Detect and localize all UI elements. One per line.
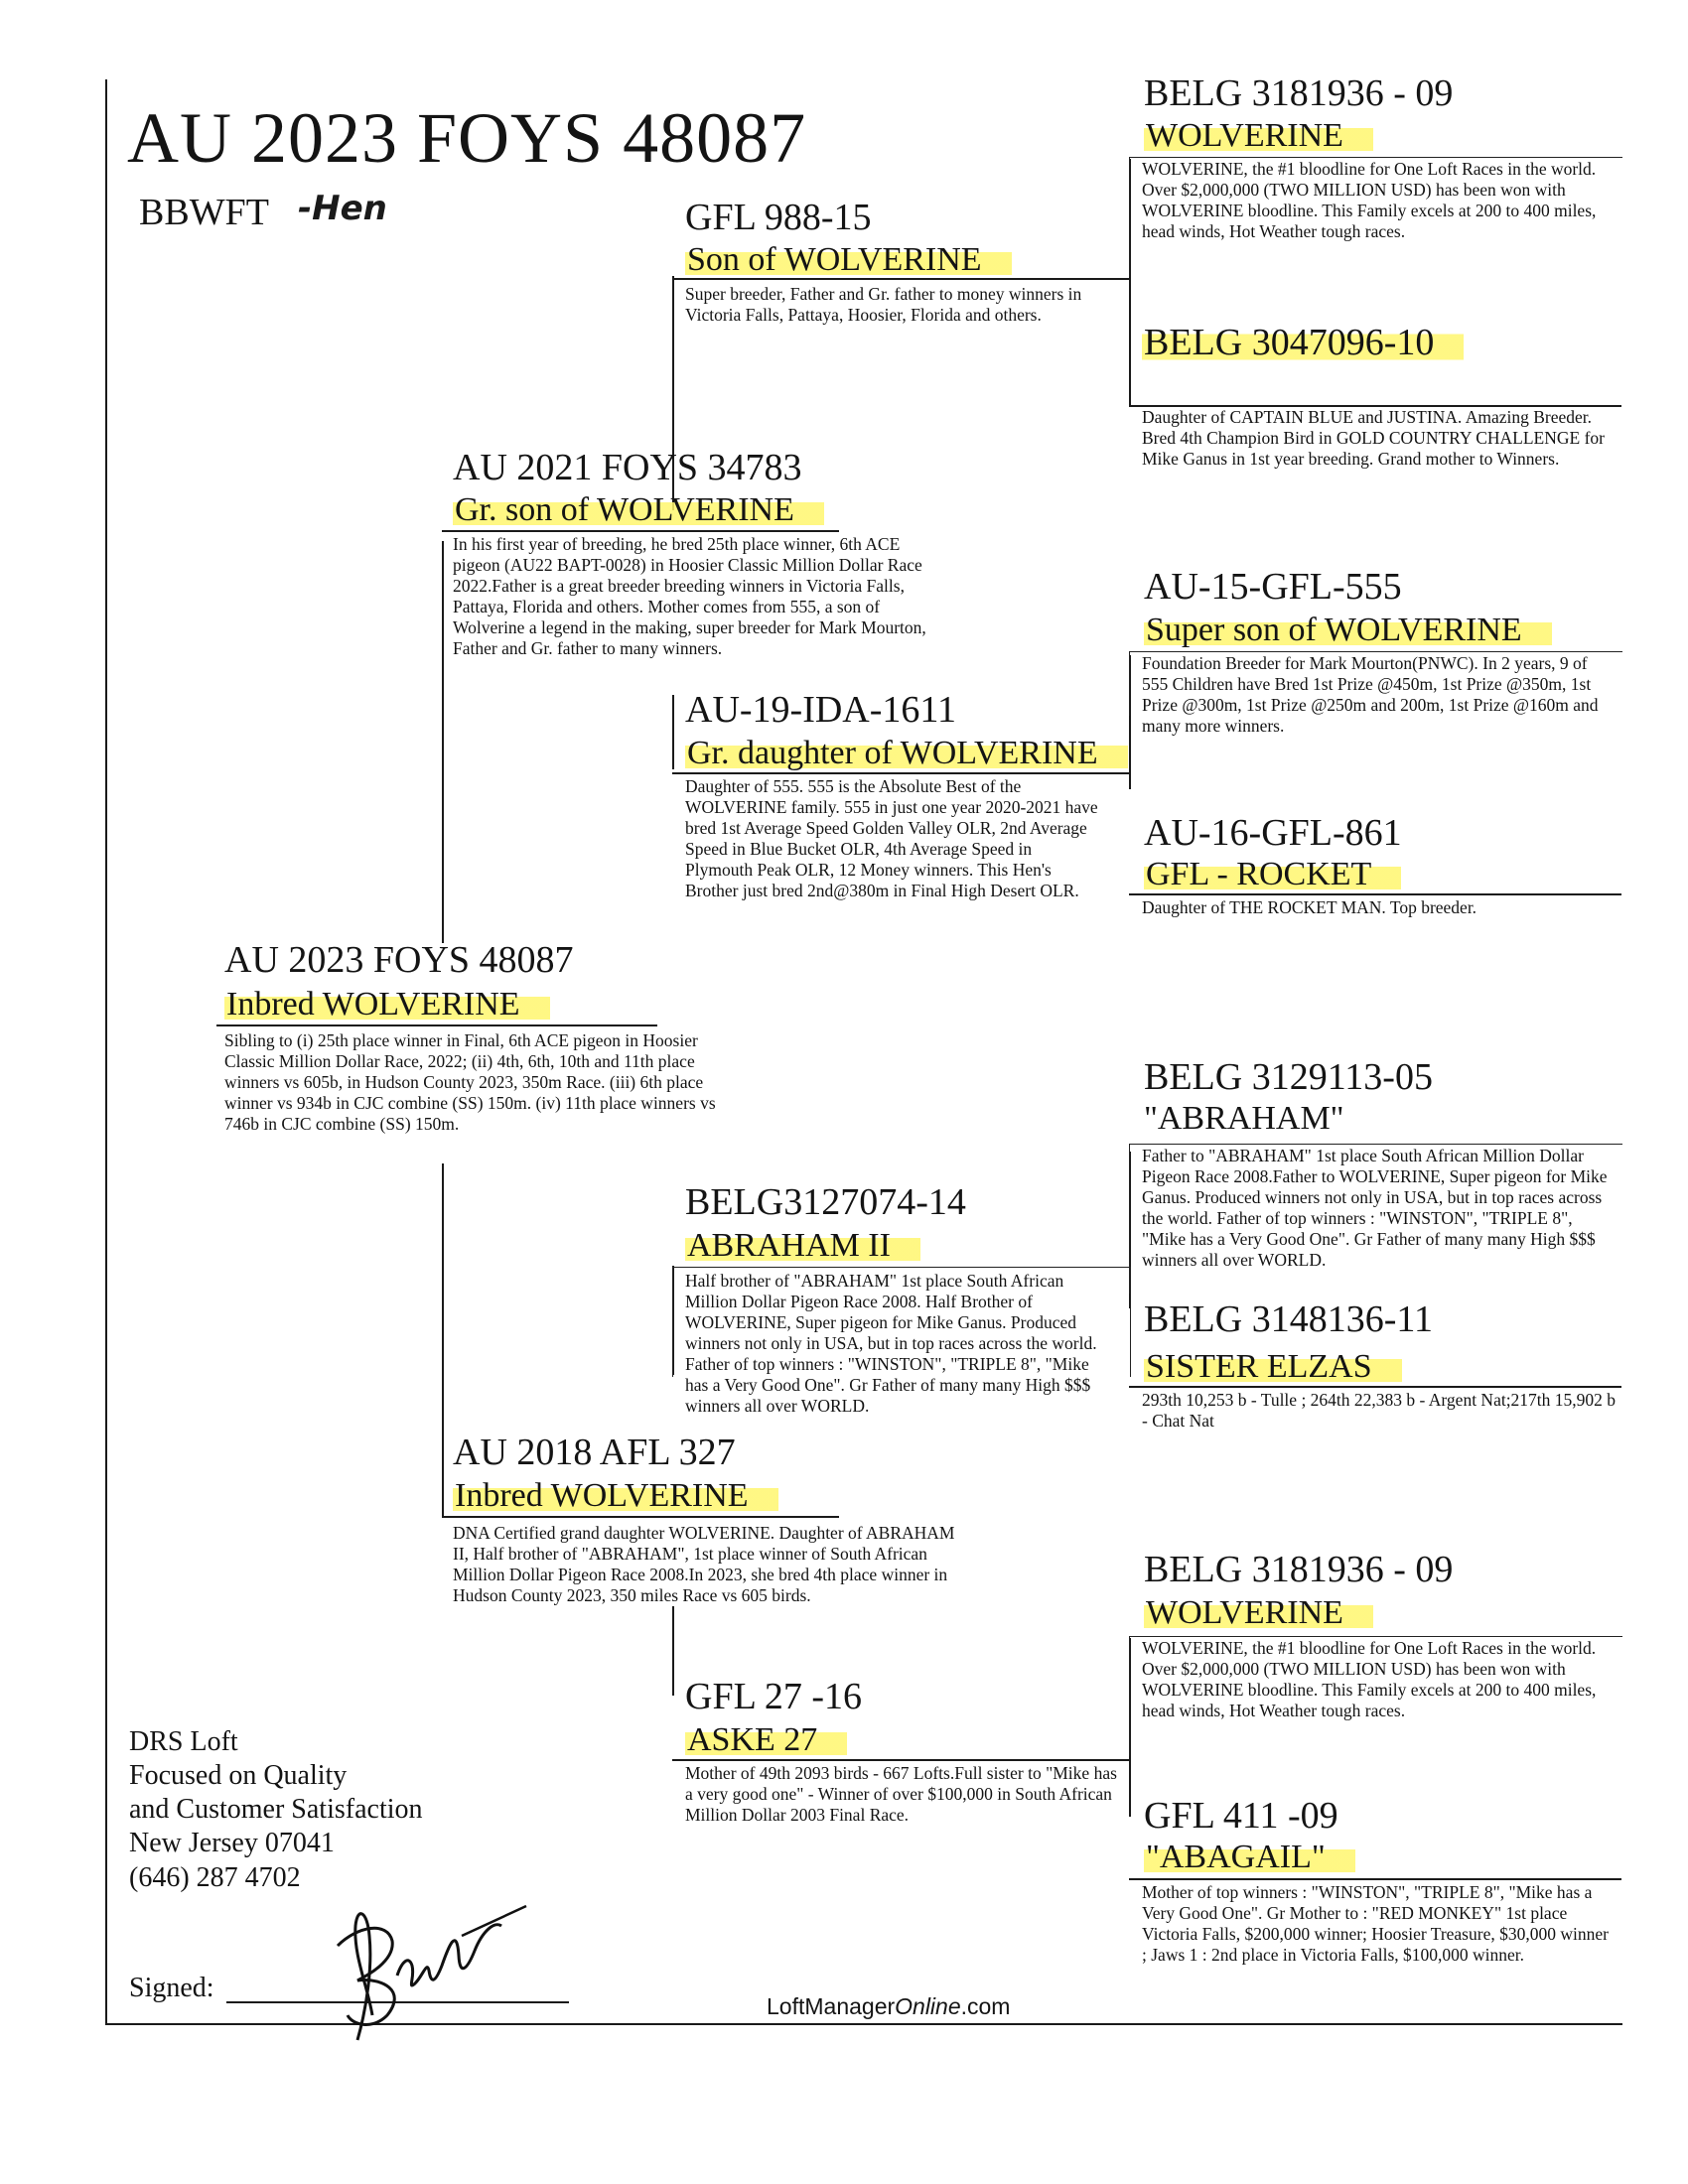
subject-note: Sibling to (i) 25th place winner in Final, 6th ACE pigeon in Hoosier Classic Million Dollar Race, 2022; (ii) 4th, 6th, 10th and 11th place winners vs 605b, in Hudson County 2023, 350m Race. (iii) 6th place winner vs 934b in CJC combine (SS) 150m. (iv) 11th place winners vs 746b in CJC combine (SS) 150m. <box>224 1030 716 1134</box>
connector <box>442 1163 444 1516</box>
credit-em: Online <box>895 1993 961 2019</box>
sire-note: In his first year of breeding, he bred 25th place winner, 6th ACE pigeon (AU22 BAPT-0028) in Hoosier Classic Million Dollar Race 2022.Father is a great breeder breeding winners in Victoria Falls, Pattaya, Florida and others. Mother comes from 555, a son of Wolverine a legend in the making, super breeder for Mark Mourton, Father and Gr. father to many winners. <box>453 534 926 658</box>
signed-label: Signed: <box>129 1973 214 2003</box>
sd-dam-note: Daughter of THE ROCKET MAN. Top breeder. <box>1142 897 1477 917</box>
underline <box>672 278 1129 280</box>
frame-left-line <box>105 79 107 2025</box>
signature <box>298 1866 536 2045</box>
credit-tail: .com <box>960 1993 1011 2019</box>
underline <box>1129 893 1621 895</box>
dd-sire-band: BELG 3181936 - 09 <box>1144 1549 1454 1590</box>
dd-dam-note: Mother of top winners : "WINSTON", "TRIPLE 8", "Mike has a Very Good One". Gr Mother to : "RED MONKEY" 1st place Victoria Falls, $200,000 winner; Hoosier Treasure, $30,000 winner ; Jaws 1 : 2nd place in Victoria Falls, $100,000 winner. <box>1142 1882 1609 1965</box>
sd-sire-name: Super son of WOLVERINE <box>1144 614 1552 647</box>
ds-dam-note: 293th 10,253 b - Tulle ; 264th 22,383 b - Argent Nat;217th 15,902 b - Chat Nat <box>1142 1390 1617 1431</box>
color-code: BBWFT <box>139 192 269 233</box>
dam-dam-band: GFL 27 -16 <box>685 1676 863 1717</box>
ds-dam-name: SISTER ELZAS <box>1144 1350 1402 1384</box>
ss-dam-note: Daughter of CAPTAIN BLUE and JUSTINA. Amazing Breeder. Bred 4th Champion Bird in GOLD COUNTRY CHALLENGE for Mike Ganus in 1st year breeding. Grand mother to Winners. <box>1142 407 1605 469</box>
loft-name: DRS Loft <box>129 1726 238 1757</box>
sire-band: AU 2021 FOYS 34783 <box>453 447 802 488</box>
page-title: AU 2023 FOYS 48087 <box>127 98 807 178</box>
dam-note: DNA Certified grand daughter WOLVERINE. Daughter of ABRAHAM II, Half brother of "ABRAHAM", 1st place winner of South African Million Dollar Pigeon Race 2008.In 2023, she bred 4th place winner in Hudson County 2023, 350 miles Race vs 605 birds. <box>453 1523 955 1605</box>
ss-sire-band: BELG 3181936 - 09 <box>1144 72 1454 114</box>
dd-dam-band: GFL 411 -09 <box>1144 1795 1338 1837</box>
sd-sire-band: AU-15-GFL-555 <box>1144 566 1402 608</box>
underline <box>672 1759 1129 1761</box>
sd-sire-note: Foundation Breeder for Mark Mourton(PNWC). In 2 years, 9 of 555 Children have Bred 1st Prize @450m, 1st Prize @350m, 1st Prize @300m, 1st Prize @250m and 200m, 1st Prize @160m and many more winners. <box>1142 653 1599 736</box>
dam-sire-note: Half brother of "ABRAHAM" 1st place South African Million Dollar Pigeon Race 2008. Half Brother of WOLVERINE, Super pigeon for Mike Ganus. Produced winners not only in USA, but in top races across the world. Father of top winners : "WINSTON", "TRIPLE 8", "Mike has a Very Good One". Gr Father of many many High $$$ winners all over WORLD. <box>685 1271 1097 1416</box>
ds-dam-band: BELG 3148136-11 <box>1144 1298 1433 1340</box>
underline <box>442 1516 839 1518</box>
dam-dam-name: ASKE 27 <box>685 1723 847 1757</box>
dd-dam-name: "ABAGAIL" <box>1144 1841 1355 1874</box>
ds-sire-note: Father to "ABRAHAM" 1st place South African Million Dollar Pigeon Race 2008.Father to WOLVERINE, Super pigeon for Mike Ganus. Produced winners not only in USA, but in top races across the world. Father of top winners : "WINSTON", "TRIPLE 8", "Mike has a Very Good One". Gr Father of many many High $$$ winners all over WORLD. <box>1142 1146 1608 1270</box>
connector <box>672 695 674 769</box>
underline <box>442 530 839 532</box>
sire-dam-name: Gr. daughter of WOLVERINE <box>685 737 1128 770</box>
sire-sire-band: GFL 988-15 <box>685 197 872 238</box>
connector <box>442 541 444 943</box>
dam-name: Inbred WOLVERINE <box>453 1479 778 1513</box>
sd-dam-name: GFL - ROCKET <box>1144 858 1401 891</box>
ds-sire-band: BELG 3129113-05 <box>1144 1056 1433 1098</box>
dam-sire-name: ABRAHAM II <box>685 1229 920 1263</box>
ss-sire-note: WOLVERINE, the #1 bloodline for One Loft Races in the world. Over $2,000,000 (TWO MILLION USD) has been won with WOLVERINE bloodline. This Family excels at 200 to 400 miles, head winds, Hot Weather tough races. <box>1142 159 1597 241</box>
tagline-1: Focused on Quality <box>129 1760 348 1792</box>
sire-sire-name: Son of WOLVERINE <box>685 243 1012 277</box>
sd-dam-band: AU-16-GFL-861 <box>1144 812 1402 854</box>
website-credit[interactable] <box>767 1993 1010 2020</box>
sire-dam-note: Daughter of 555. 555 is the Absolute Best of the WOLVERINE family. 555 in just one year 2020-2021 have bred 1st Average Speed Golden Valley OLR, 2nd Average Speed in Blue Bucket OLR, 4th Average Speed in Plymouth Peak OLR, 12 Money winners. This Hen's Brother just bred 2nd@380m in Final High Desert OLR. <box>685 776 1098 900</box>
location: New Jersey 07041 <box>129 1828 335 1859</box>
subject-name: Inbred WOLVERINE <box>224 988 550 1022</box>
dd-sire-note: WOLVERINE, the #1 bloodline for One Loft Races in the world. Over $2,000,000 (TWO MILLION USD) has been won with WOLVERINE bloodline. This Family excels at 200 to 400 miles, head winds, Hot Weather tough races. <box>1142 1638 1597 1720</box>
ds-sire-name: "ABRAHAM" <box>1144 1100 1344 1137</box>
phone: (646) 287 4702 <box>129 1861 301 1893</box>
dam-sire-band: BELG3127074-14 <box>685 1181 966 1223</box>
credit-main: LoftManager <box>767 1993 896 2019</box>
sire-sire-note: Super breeder, Father and Gr. father to money winners in Victoria Falls, Pattaya, Hoosier, Florida and others. <box>685 284 1082 325</box>
dd-sire-name: WOLVERINE <box>1144 1596 1373 1630</box>
ss-sire-name: WOLVERINE <box>1144 119 1373 153</box>
tagline-2: and Customer Satisfaction <box>129 1794 423 1826</box>
underline <box>1129 1386 1621 1388</box>
subject-band: AU 2023 FOYS 48087 <box>224 939 574 981</box>
ss-dam-band: BELG 3047096-10 <box>1142 324 1464 361</box>
sire-dam-band: AU-19-IDA-1611 <box>685 689 956 731</box>
sire-name: Gr. son of WOLVERINE <box>453 493 824 527</box>
dam-band: AU 2018 AFL 327 <box>453 1432 736 1473</box>
connector <box>672 1606 674 1696</box>
underline <box>672 772 1131 774</box>
underline <box>216 1024 657 1026</box>
underline <box>1129 1878 1621 1880</box>
dam-dam-note: Mother of 49th 2093 birds - 667 Lofts.Full sister to "Mike has a very good one" - Winner of over $100,000 in South African Million Dollar 2003 Final Race. <box>685 1763 1117 1825</box>
sex-handwritten: -Hen <box>298 189 387 228</box>
